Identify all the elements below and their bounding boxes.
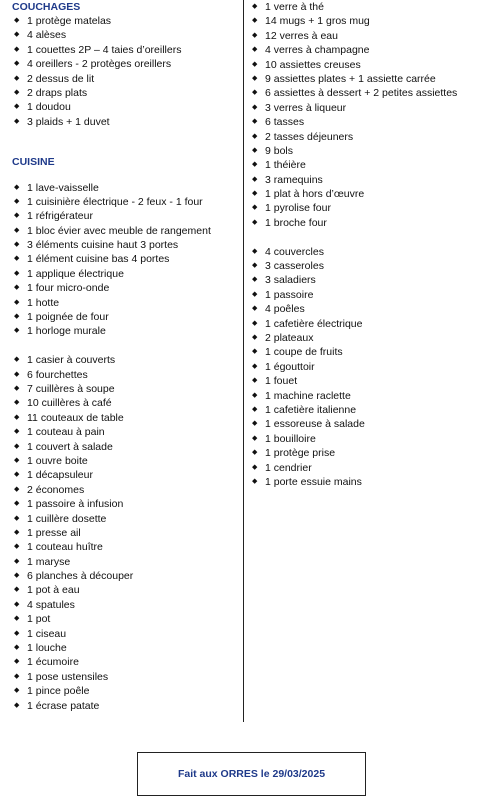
list-item bbox=[250, 14, 475, 28]
list-item bbox=[12, 411, 240, 425]
list-item bbox=[12, 440, 240, 454]
bullet-icon: ◆ bbox=[14, 117, 20, 125]
bullet-icon: ◆ bbox=[252, 262, 258, 270]
bullet-icon: ◆ bbox=[252, 132, 258, 140]
left-column bbox=[12, 0, 240, 713]
item-text: 1 maryse bbox=[27, 555, 71, 568]
list-item bbox=[12, 483, 240, 497]
item-text: 4 verres à champagne bbox=[265, 44, 370, 57]
item-text: 7 cuillères à soupe bbox=[27, 382, 115, 395]
bullet-icon: ◆ bbox=[14, 500, 20, 508]
item-text: 4 spatules bbox=[27, 598, 75, 611]
item-text: 3 ramequins bbox=[265, 173, 323, 186]
bullet-icon: ◆ bbox=[14, 528, 20, 536]
bullet-icon: ◆ bbox=[14, 586, 20, 594]
item-text: 1 machine raclette bbox=[265, 389, 351, 402]
list-item bbox=[250, 245, 475, 259]
bullet-icon: ◆ bbox=[14, 428, 20, 436]
list-item bbox=[250, 115, 475, 129]
item-text: 2 draps plats bbox=[27, 86, 88, 99]
bullet-icon: ◆ bbox=[14, 183, 20, 191]
bullet-icon: ◆ bbox=[14, 514, 20, 522]
list-item bbox=[12, 238, 240, 252]
bullet-icon: ◆ bbox=[14, 672, 20, 680]
bullet-icon: ◆ bbox=[252, 276, 258, 284]
list-item bbox=[12, 425, 240, 439]
bullet-icon: ◆ bbox=[252, 477, 258, 485]
item-text: 9 assiettes plates + 1 assiette carrée bbox=[265, 72, 436, 85]
item-text: 4 poêles bbox=[265, 303, 305, 316]
bullet-icon: ◆ bbox=[252, 348, 258, 356]
item-text: 1 four micro-onde bbox=[27, 282, 110, 295]
list-item bbox=[12, 28, 240, 42]
list-item bbox=[250, 158, 475, 172]
list-item bbox=[250, 43, 475, 57]
list-item bbox=[250, 475, 475, 489]
list-item bbox=[250, 317, 475, 331]
bullet-icon: ◆ bbox=[252, 391, 258, 399]
list-item bbox=[250, 389, 475, 403]
bullet-icon: ◆ bbox=[252, 175, 258, 183]
cookware-list bbox=[250, 245, 475, 490]
list-item bbox=[12, 281, 240, 295]
item-text: 1 théière bbox=[265, 159, 306, 172]
item-text: 1 couettes 2P – 4 taies d’oreillers bbox=[27, 43, 182, 56]
right-column bbox=[250, 0, 475, 489]
bullet-icon: ◆ bbox=[14, 658, 20, 666]
list-item bbox=[250, 273, 475, 287]
bullet-icon: ◆ bbox=[252, 31, 258, 39]
bullet-icon: ◆ bbox=[252, 362, 258, 370]
bullet-icon: ◆ bbox=[14, 45, 20, 53]
list-item bbox=[12, 396, 240, 410]
cuisine-utensils-list bbox=[12, 353, 240, 713]
item-text: 11 couteaux de table bbox=[27, 411, 124, 424]
item-text: 1 casier à couverts bbox=[27, 354, 116, 367]
list-item bbox=[12, 684, 240, 698]
bullet-icon: ◆ bbox=[252, 247, 258, 255]
bullet-icon: ◆ bbox=[14, 31, 20, 39]
bullet-icon: ◆ bbox=[14, 241, 20, 249]
item-text: 1 doudou bbox=[27, 101, 71, 114]
list-item bbox=[250, 331, 475, 345]
item-text: 1 pose ustensiles bbox=[27, 670, 109, 683]
list-item bbox=[12, 598, 240, 612]
cuisine-appliances-list bbox=[12, 181, 240, 339]
bullet-icon: ◆ bbox=[14, 88, 20, 96]
bullet-icon: ◆ bbox=[14, 197, 20, 205]
list-item bbox=[250, 173, 475, 187]
bullet-icon: ◆ bbox=[252, 290, 258, 298]
list-item bbox=[250, 72, 475, 86]
bullet-icon: ◆ bbox=[14, 701, 20, 709]
list-item bbox=[250, 403, 475, 417]
item-text: 1 porte essuie mains bbox=[265, 475, 362, 488]
item-text: 1 coupe de fruits bbox=[265, 346, 343, 359]
item-text: 1 passoire à infusion bbox=[27, 498, 124, 511]
item-text: 1 cuisinière électrique - 2 feux - 1 four bbox=[27, 195, 203, 208]
list-item bbox=[250, 374, 475, 388]
item-text: 1 bloc évier avec meuble de rangement bbox=[27, 224, 211, 237]
bullet-icon: ◆ bbox=[14, 543, 20, 551]
item-text: 1 écrase patate bbox=[27, 699, 100, 712]
bullet-icon: ◆ bbox=[252, 118, 258, 126]
item-text: 1 écumoire bbox=[27, 656, 79, 669]
bullet-icon: ◆ bbox=[14, 255, 20, 263]
bullet-icon: ◆ bbox=[252, 434, 258, 442]
list-item bbox=[250, 417, 475, 431]
column-divider bbox=[243, 0, 244, 722]
item-text: 6 fourchettes bbox=[27, 368, 88, 381]
list-item bbox=[12, 57, 240, 71]
bullet-icon: ◆ bbox=[14, 572, 20, 580]
list-item bbox=[12, 612, 240, 626]
list-item bbox=[250, 29, 475, 43]
list-item bbox=[12, 324, 240, 338]
list-item bbox=[12, 353, 240, 367]
bullet-icon: ◆ bbox=[252, 449, 258, 457]
list-item bbox=[250, 345, 475, 359]
item-text: 3 plaids + 1 duvet bbox=[27, 115, 110, 128]
item-text: 6 planches à découper bbox=[27, 570, 134, 583]
cuisine-heading: CUISINE bbox=[12, 155, 55, 168]
list-item bbox=[12, 72, 240, 86]
list-item bbox=[12, 382, 240, 396]
bullet-icon: ◆ bbox=[252, 377, 258, 385]
item-text: 2 économes bbox=[27, 483, 85, 496]
list-item bbox=[12, 310, 240, 324]
item-text: 1 protège matelas bbox=[27, 15, 112, 27]
list-item bbox=[12, 641, 240, 655]
list-item bbox=[12, 86, 240, 100]
item-text: 3 saladiers bbox=[265, 274, 316, 287]
list-item bbox=[250, 360, 475, 374]
item-text: 1 passoire bbox=[265, 288, 314, 301]
list-item bbox=[250, 86, 475, 100]
list-item bbox=[12, 267, 240, 281]
list-item bbox=[250, 432, 475, 446]
bullet-icon: ◆ bbox=[14, 74, 20, 82]
item-text: 2 tasses déjeuners bbox=[265, 130, 354, 143]
item-text: 10 cuillères à café bbox=[27, 397, 112, 410]
list-item bbox=[12, 540, 240, 554]
bullet-icon: ◆ bbox=[14, 471, 20, 479]
item-text: 1 ciseau bbox=[27, 627, 67, 640]
bullet-icon: ◆ bbox=[252, 190, 258, 198]
couchages-heading: COUCHAGES bbox=[12, 1, 81, 13]
bullet-icon: ◆ bbox=[14, 615, 20, 623]
item-text: 1 couvert à salade bbox=[27, 440, 113, 453]
bullet-icon: ◆ bbox=[252, 46, 258, 54]
bullet-icon: ◆ bbox=[14, 327, 20, 335]
bullet-icon: ◆ bbox=[14, 399, 20, 407]
bullet-icon: ◆ bbox=[14, 644, 20, 652]
item-text: 10 assiettes creuses bbox=[265, 58, 361, 71]
item-text: 1 pot à eau bbox=[27, 584, 80, 597]
item-text: 1 applique électrique bbox=[27, 267, 124, 280]
list-item bbox=[250, 201, 475, 215]
item-text: 1 cafetière italienne bbox=[265, 403, 357, 416]
bullet-icon: ◆ bbox=[252, 463, 258, 471]
item-text: 1 couteau à pain bbox=[27, 426, 105, 439]
list-item bbox=[12, 195, 240, 209]
list-item bbox=[12, 181, 240, 195]
item-text: 2 plateaux bbox=[265, 331, 314, 344]
signature-text: Fait aux ORRES le 29/03/2025 bbox=[177, 768, 326, 780]
item-text: 6 assiettes à dessert + 2 petites assiettes bbox=[265, 87, 458, 100]
item-text: 1 décapsuleur bbox=[27, 469, 93, 482]
item-text: 3 éléments cuisine haut 3 portes bbox=[27, 239, 179, 252]
item-text: 1 cafetière électrique bbox=[265, 317, 363, 330]
bullet-icon: ◆ bbox=[14, 687, 20, 695]
item-text: 14 mugs + 1 gros mug bbox=[265, 15, 370, 28]
item-text: 1 cuillère dosette bbox=[27, 512, 107, 525]
bullet-icon: ◆ bbox=[252, 319, 258, 327]
list-item bbox=[12, 252, 240, 266]
item-text: 1 lave-vaisselle bbox=[27, 181, 99, 194]
item-text: 3 verres à liqueur bbox=[265, 101, 347, 114]
item-text: 9 bols bbox=[265, 144, 294, 157]
bullet-icon: ◆ bbox=[14, 356, 20, 364]
item-text: 2 dessus de lit bbox=[27, 72, 95, 85]
list-item bbox=[250, 461, 475, 475]
bullet-icon: ◆ bbox=[252, 333, 258, 341]
bullet-icon: ◆ bbox=[14, 313, 20, 321]
bullet-icon: ◆ bbox=[252, 60, 258, 68]
item-text: 1 élément cuisine bas 4 portes bbox=[27, 253, 170, 266]
bullet-icon: ◆ bbox=[252, 17, 258, 25]
signature-box bbox=[137, 752, 366, 796]
item-text: 6 tasses bbox=[265, 116, 305, 129]
list-item bbox=[12, 115, 240, 129]
list-item bbox=[12, 209, 240, 223]
bullet-icon: ◆ bbox=[14, 384, 20, 392]
item-text: 1 verre à thé bbox=[265, 1, 324, 13]
bullet-icon: ◆ bbox=[252, 89, 258, 97]
bullet-icon: ◆ bbox=[252, 420, 258, 428]
item-text: 1 ouvre boite bbox=[27, 454, 88, 467]
list-item bbox=[12, 468, 240, 482]
item-text: 1 cendrier bbox=[265, 461, 312, 474]
item-text: 1 réfrigérateur bbox=[27, 210, 93, 223]
list-item bbox=[12, 296, 240, 310]
item-text: 1 pyrolise four bbox=[265, 202, 331, 215]
bullet-icon: ◆ bbox=[14, 60, 20, 68]
list-item bbox=[250, 216, 475, 230]
bullet-icon: ◆ bbox=[14, 284, 20, 292]
bullet-icon: ◆ bbox=[14, 226, 20, 234]
list-item bbox=[12, 14, 240, 28]
bullet-icon: ◆ bbox=[14, 298, 20, 306]
item-text: 1 hotte bbox=[27, 296, 60, 309]
list-item bbox=[250, 58, 475, 72]
bullet-icon: ◆ bbox=[14, 370, 20, 378]
item-text: 3 casseroles bbox=[265, 260, 324, 273]
bullet-icon: ◆ bbox=[14, 456, 20, 464]
list-item bbox=[12, 569, 240, 583]
item-text: 1 fouet bbox=[265, 375, 298, 388]
list-item bbox=[250, 302, 475, 316]
item-text: 1 essoreuse à salade bbox=[265, 418, 365, 431]
list-item bbox=[12, 670, 240, 684]
list-item bbox=[12, 655, 240, 669]
list-item bbox=[12, 497, 240, 511]
item-text: 4 couvercles bbox=[265, 245, 324, 258]
list-item bbox=[250, 187, 475, 201]
list-item bbox=[12, 555, 240, 569]
list-item bbox=[250, 0, 475, 14]
bullet-icon: ◆ bbox=[252, 3, 258, 10]
bullet-icon: ◆ bbox=[14, 103, 20, 111]
list-item bbox=[12, 512, 240, 526]
bullet-icon: ◆ bbox=[252, 305, 258, 313]
list-item bbox=[12, 368, 240, 382]
bullet-icon: ◆ bbox=[14, 17, 20, 24]
item-text: 4 oreillers - 2 protèges oreillers bbox=[27, 58, 172, 71]
list-item bbox=[250, 101, 475, 115]
bullet-icon: ◆ bbox=[14, 269, 20, 277]
couchages-list bbox=[12, 14, 240, 129]
item-text: 1 égouttoir bbox=[265, 360, 315, 373]
item-text: 1 pot bbox=[27, 613, 51, 626]
bullet-icon: ◆ bbox=[14, 629, 20, 637]
list-item bbox=[12, 583, 240, 597]
bullet-icon: ◆ bbox=[252, 405, 258, 413]
list-item bbox=[12, 43, 240, 57]
item-text: 1 bouilloire bbox=[265, 432, 316, 445]
item-text: 1 couteau huître bbox=[27, 541, 103, 554]
item-text: 1 pince poêle bbox=[27, 685, 90, 698]
list-item bbox=[250, 288, 475, 302]
list-item bbox=[12, 526, 240, 540]
item-text: 1 poignée de four bbox=[27, 311, 109, 324]
list-item bbox=[12, 454, 240, 468]
bullet-icon: ◆ bbox=[14, 212, 20, 220]
list-item bbox=[250, 130, 475, 144]
item-text: 1 broche four bbox=[265, 216, 327, 229]
bullet-icon: ◆ bbox=[14, 442, 20, 450]
bullet-icon: ◆ bbox=[252, 103, 258, 111]
item-text: 12 verres à eau bbox=[265, 29, 338, 42]
bullet-icon: ◆ bbox=[252, 218, 258, 226]
bullet-icon: ◆ bbox=[252, 161, 258, 169]
list-item bbox=[12, 100, 240, 114]
item-text: 4 alèses bbox=[27, 29, 67, 42]
bullet-icon: ◆ bbox=[252, 74, 258, 82]
list-item bbox=[250, 144, 475, 158]
bullet-icon: ◆ bbox=[14, 557, 20, 565]
tableware-list bbox=[250, 0, 475, 230]
bullet-icon: ◆ bbox=[14, 600, 20, 608]
item-text: 1 louche bbox=[27, 642, 67, 655]
item-text: 1 protège prise bbox=[265, 447, 336, 460]
bullet-icon: ◆ bbox=[14, 413, 20, 421]
list-item bbox=[250, 259, 475, 273]
list-item bbox=[250, 446, 475, 460]
item-text: 1 presse ail bbox=[27, 526, 81, 539]
bullet-icon: ◆ bbox=[252, 204, 258, 212]
list-item bbox=[12, 627, 240, 641]
list-item bbox=[12, 224, 240, 238]
bullet-icon: ◆ bbox=[252, 146, 258, 154]
bullet-icon: ◆ bbox=[14, 485, 20, 493]
list-item bbox=[12, 699, 240, 713]
item-text: 1 plat à hors d’œuvre bbox=[265, 188, 365, 201]
item-text: 1 horloge murale bbox=[27, 325, 106, 338]
